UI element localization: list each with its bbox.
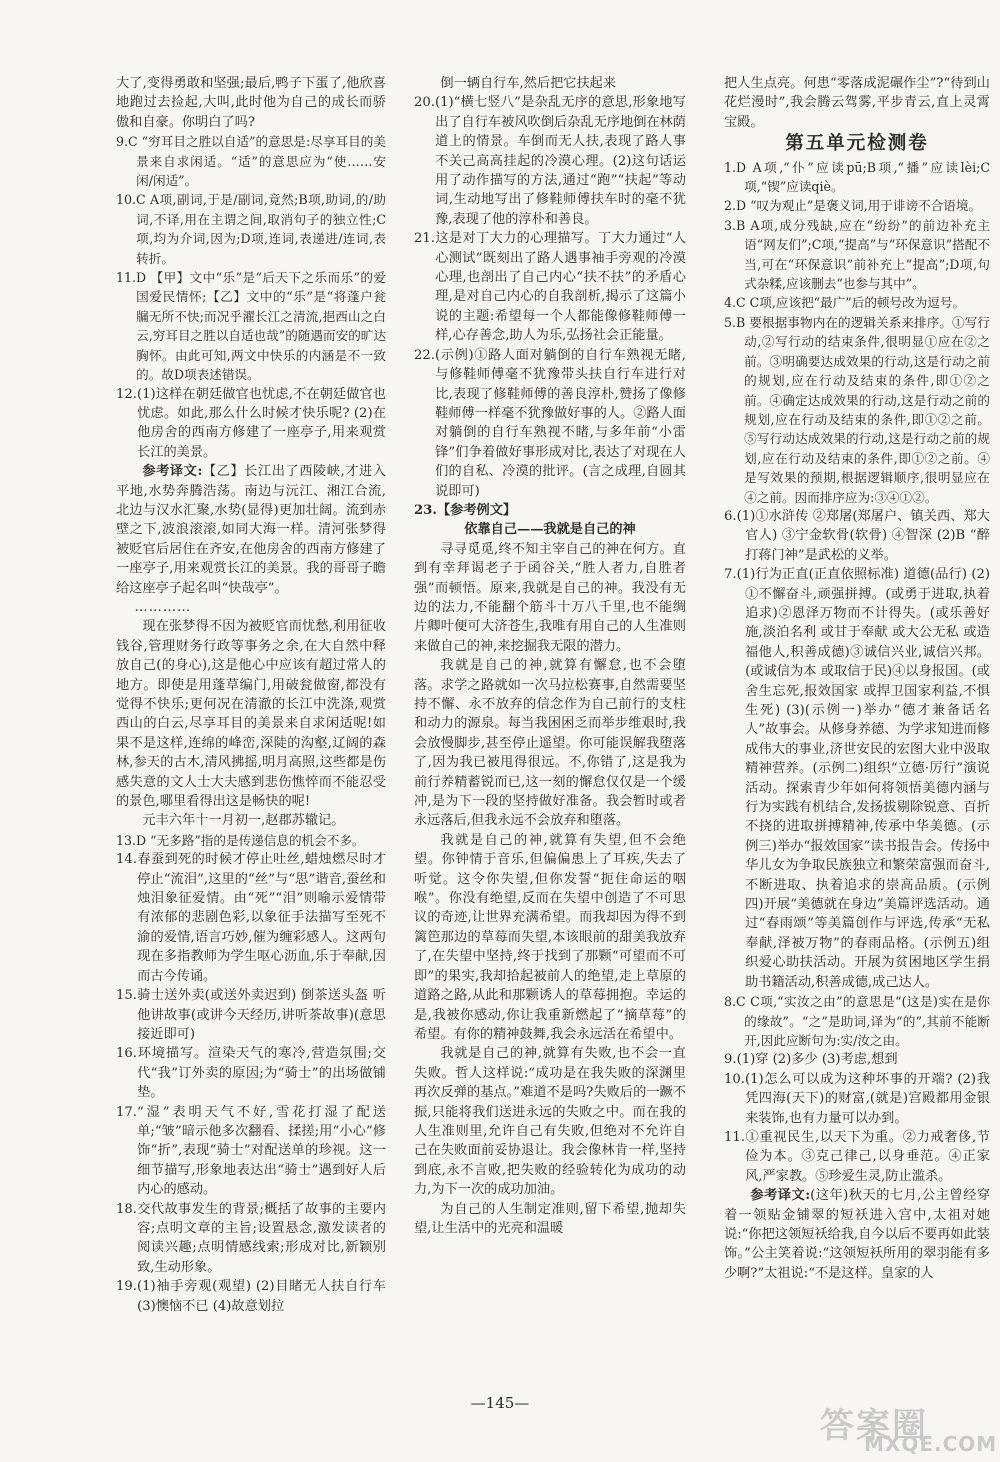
- answer-item-21: 21.这是对丁大力的心理描写。丁大力通过“人心测试”既刻出了路人遇事袖手旁观的冷漠心理,也剖出了自己内心“扶不扶”的矛盾心理,是对自己内心的自我剖析,揭示了这篇小说的主题:希望每一个人都能像修鞋师傅一样,心存善念,助人为乐,弘扬社会正能量。: [414, 231, 686, 344]
- column-middle: [414, 74, 686, 1238]
- answer-item-3: 3.B A项,成分残缺,应在“纷纷”的前边补充主语“网友们”;C项,“提高”与“环保意识”搭配不当,可在“环保意识”前补充上“提高”;D项,句式杂糅,应该删去“也参与其中”。: [724, 217, 990, 292]
- answer-item-19: 19.(1)袖手旁观(观望) (2)目睹无人扶自行车 (3)懊恼不已 (4)故意划拉: [116, 1279, 386, 1314]
- answer-item-11: 11.D 【甲】文中“乐”是“后天下之乐而乐”的爱国爱民情怀;【乙】文中的“乐”是“将蓬户瓮牖无所不快;而况乎濯长江之清流,挹西山之白云,穷耳目之胜以自适也哉”的随遇而安的旷达胸怀。由此可知,两文中快乐的内涵是不一致的。故D项表述错误。: [116, 270, 386, 383]
- reference-label: 参考译文:: [750, 1188, 811, 1204]
- answer-item-11: 11.①重视民生,以天下为重。②力戒奢侈,节俭为本。③克己律己,以身垂范。④正家风,严家教。⑤珍爱生灵,防止滥杀。: [724, 1129, 990, 1184]
- reference-date: 元丰六年十一月初一,赵郡苏辙记。: [142, 813, 345, 829]
- section-title: 第五单元检测卷: [785, 133, 929, 155]
- answer-item-5: 5.B 要根据事物内在的逻辑关系来排序。①写行动,②写行动的结束条件,很明显①应在②之前。③明确要达成效果的行动,这是行动之前的规划,应在行动及结束的条件,即①②之前。④确定达成效果的行动,这是行动之前的规划,应在行动及结束的条件,即①②之前。⑤写行动达成效果的行动,这是行动之前的规划,应在行动及结束的条件,即①②之前。④是写效果的预期,根据逻辑顺序,很明显应在④之前。因而排序应为:③④①②。: [724, 314, 990, 505]
- watermark-url: MXQE.COM: [864, 1432, 998, 1456]
- essay-continued: 把人生点亮。何患“零落成泥碾作尘”?“待到山花烂漫时”,我会腾云驾雾,平步青云,直上灵霄宝殿。: [724, 76, 990, 130]
- answer-item-10: 10.C A项,副词,于是/副词,竟然;B项,助词,的/助词,不译,用在主谓之间,取消句子的独立性;C项,均为介词,因为;D项,连词,表递进/连词,表转折。: [116, 192, 386, 266]
- answer-text: 大了,变得勇敢和坚强;最后,鸭子下蛋了,他欣喜地跑过去捡起,大叫,此时他为自己的成长而骄傲和自豪。你明白了吗?: [116, 76, 386, 130]
- answer-item-15: 15.骑士送外卖(或送外卖迟到) 倒茶送头盔 听他讲故事(或讲今天经历,讲听茶故事)(意思接近即可): [116, 988, 386, 1042]
- essay-paragraph: 寻寻觅觅,终不知主宰自己的神在何方。直到有幸拜谒老子于函谷关,“胜人者力,自胜者强”而顿悟。原来,我就是自己的神。我没有无边的法力,不能翻个筋斗十万八千里,也不能绸片卿叶便可大济苍生,我唯有用自己的人生准则来做自己的神,来挖掘我无限的潜力。: [414, 541, 686, 654]
- answer-item-12: 12.(1)这样在朝廷做官也忧虑,不在朝廷做官也忧虑。如此,那么什么时候才快乐呢? (2)在他房舍的西南方修建了一座亭子,用来观赏长江的美景。: [116, 386, 386, 460]
- answer-item-17: 17.“湿”表明天气不好,雪花打湿了配送单;“皱”暗示他多次翻看、揉搓;用“小心”修饰“折”,表现“骑士”对配送单的珍视。这一细节描写,形象地表达出“骑士”遇到好人后内心的感动。: [116, 1104, 386, 1198]
- answer-item-7: 7.(1)行为正直(正直依照标准) 道德(品行) (2)①不懈奋斗,顽强拼搏。(或勇于进取,执着追求)②恩泽万物而不计得失。(或乐善好施,淡泊名利 或甘于奉献 或大公无私 或造福他人,积善成德)③诚信兴业,诚信兴邦。(或诚信为本 或取信于民)④以身报国。(或舍生忘死,报效国家 或捍卫国家利益,不惧生死) (3)(示例一)举办“德才兼备话名人”故事会。从修身养德、为学求知进而修成伟大的事业,济世安民的宏图大业中汲取精神营养。(示例二)组织“立德·厉行”演说活动。探索青少年如何将领悟美德内涵与行为实践有机结合,发扬拔剔除锐意、百折不挠的进取拼搏精神,传承中华美德。(示例三)举办“报效国家”读书报告会。传扬中华儿女为争取民族独立和繁荣富强而奋斗,不断进取、执着追求的崇高品质。(示例四)开展“美德就在身边”美篇评选活动。通过“春雨颂”等美篇创作与评选,传承“无私奉献,泽被万物”的春雨品格。(示例五)组织爱心助扶活动。开展为贫困地区学生捐助书籍活动,积善成德,成己达人。: [724, 567, 990, 990]
- answer-item-19-continued: 倒一辆自行车,然后把它扶起来: [440, 76, 617, 91]
- reference-text: (这年)秋天的七月,公主曾经穿着一领贴金铺翠的短袄进入宫中,太祖对她说:“你把这领短袄给我,自今以后不要再如此装饰。”公主笑着说:“这领短袄所用的翠羽能有多少啊?”太祖说:“不是这样。皇家的人: [724, 1188, 991, 1281]
- reference-label: 参考译文:: [142, 464, 203, 480]
- answer-item-4: 4.C C项,应该把“最广”后的顿号改为逗号。: [724, 295, 966, 311]
- watermark-text: 答案圈: [820, 1406, 928, 1446]
- reference-text: 【乙】长江出了西陵峡,才进入平地,水势奔腾浩荡。南边与沅江、湘江合流,北边与汉水汇聚,水势(显得)更加壮阔。流到赤壁之下,波浪滚滚,如同大海一样。清河张梦得被贬官后居住在齐安,在他房舍的西南方修建了一座亭子,用来观赏长江的美景。我的哥哥子瞻给这座亭子起名叫“快哉亭”。: [116, 464, 386, 596]
- answer-item-9: 9.C “穷耳目之胜以自适”的意思是:尽享耳目的美景来自求闲适。“适”的意思应为“使……安闲/闲适”。: [116, 134, 386, 189]
- reference-translation: [724, 1186, 990, 1283]
- ellipsis-divider: …………: [134, 599, 192, 615]
- essay-paragraph: 我就是自己的神,就算有失败,也不会一直失败。哲人这样说:“成功是在我失败的深渊里再次反弹的基点。”难道不是吗?失败后的一蹶不振,只能将我们送进永远的失败之中。而在我的人生准则里,允许自己有失败,但绝对不允许自己在失败面前妥协退让。我会像林肯一样,坚持到底,永不言败,把失败的经验转化为成功的动力,为下一次的成功加油。: [414, 1046, 686, 1198]
- answer-item-18: 18.交代故事发生的背景;概括了故事的主要内容;点明文章的主旨;设置悬念,激发读者的阅读兴趣;点明情感线索;形成对比,新颖别致,生动形象。: [116, 1201, 386, 1275]
- essay-paragraph: 我就是自己的神,就算有失望,但不会绝望。你钟情于音乐,但偏偏患上了耳疾,失去了听觉。这令你失望,但你发誓“扼住命运的咽喉”。你没有绝望,反而在失望中创造了不可思议的奇迹,让世界充满希望。而我却因为得不到篱笆那边的草莓而失望,本该眼前的甜美我放弃了,在失望中坚持,终于找到了那颗“可望而不可即”的果实,我却拾起被前人的绝望,走上草原的道路之路,从此和那颗诱人的草莓拥抱。幸运的是,我被你感动,你让我重新燃起了“摘草莓”的希望。有你的精神鼓舞,我会永远活在希望中。: [414, 832, 686, 1042]
- essay-paragraph: 我就是自己的神,就算有懈怠,也不会堕落。求学之路就如一次马拉松赛事,自然需要坚持不懈、永不放弃的信念作为自己前行的支柱和动力的源泉。每当我困困乏而举步维艰时,我会放慢脚步,甚至停止遥望。你可能误解我堕落了,因为我已被甩得很远。不,你错了,这是我为前行养精蓄锐而已,这一刻的懈怠仅仅是一个缓冲,是为下一段的坚持做好准备。我会暂时或者永远落后,但我永远不会放弃和堕落。: [414, 658, 686, 829]
- answer-item-16: 16.环境描写。渲染天气的寒冷,营造氛围;交代“我”订外卖的原因;为“骑士”的出场做铺垫。: [116, 1046, 386, 1101]
- answer-item-10: 10.(1)怎么可以成为这种坏事的开端? (2)我凭四海(天下)的财富,(就是)宫殿都用金银来装饰,也有力量可以办到。: [724, 1071, 990, 1126]
- answer-item-6: 6.(1)①水浒传 ②郑屠(郑屠户、镇关西、郑大官人) ③宁金软骨(软骨) ④智深 (2)B “醉打蒋门神”是武松的义举。: [724, 508, 990, 563]
- answer-item-23-label: 23.【参考例文】: [414, 502, 517, 518]
- reference-translation: [116, 462, 386, 598]
- answer-item-2: 2.D “叹为观止”是褒义词,用于诽谤不合语境。: [724, 198, 982, 214]
- answer-item-20: 20.(1)“横七竖八”是杂乱无序的意思,形象地写出了自行车被风吹倒后杂乱无序地倒在林荫道上的情景。车倒而无人扶,表现了路人事不关己高高挂起的冷漠心理。(2)这句话运用了动作描写的方法,通过“跑”“扶起”等动词,生动地写出了修鞋师傅扶车时的毫不犹豫,表现了他的淳朴和善良。: [414, 95, 686, 227]
- essay-paragraph: 为自己的人生制定准则,留下希望,抛却失望,让生活中的光亮和温暖: [414, 1201, 686, 1236]
- page-number: —145—: [470, 1394, 530, 1412]
- answer-item-14: 14.春蚕到死的时候才停止吐丝,蜡烛燃尽时才停止“流泪”,这里的“丝”与“思”谐音,蚕丝和烛泪象征爱情。由“死”“泪”则喻示爱情带有浓郁的悲剧色彩,以象征手法描写至死不渝的爱情,语言巧妙,催为缠彩感人。这两句现在多指教师为学生呕心沥血,乐于奉献,因而古今传诵。: [116, 852, 386, 984]
- answer-item-9: 9.(1)穿 (2)多少 (3)考虑,想到: [724, 1052, 898, 1068]
- essay-title: 依靠自己——我就是自己的神: [464, 522, 636, 538]
- watermark-logo: [820, 1398, 998, 1458]
- column-left: [116, 74, 386, 1316]
- answer-item-1: 1.D A项,“仆”应读pū;B项,“播”应读lèi;C项,“锲”应读qiè。: [724, 159, 990, 195]
- reference-text-continued: 现在张梦得不因为被贬官而忧愁,利用征收钱谷,管理财务行政等事务之余,在大自然中释放自己(的身心),这是他心中应该有超过常人的地方。即使是用蓬草编门,用破瓮做窗,都没有觉得不快乐;更何况在清澈的长江中洗涤,观赏西山的白云,尽享耳目的美景来自求闲适呢!如果不是这样,连绵的峰峦,深陡的沟壑,辽阔的森林,参天的古木,清风拂摇,明月高照,这些都是伤感失意的文人士大夫感到悲伤憔悴而不能忍受的景色,哪里看得出这是畅快的呢!: [116, 619, 386, 810]
- column-right: [724, 74, 990, 1283]
- answer-item-13: 13.D “无多路”指的是传递信息的机会不多。: [116, 832, 365, 848]
- answer-item-22: 22.(示例)①路人面对躺倒的自行车熟视无睹,与修鞋师傅毫不犹豫带头扶自行车进行对比,表现了修鞋师傅的善良淳朴,赞扬了像修鞋师傅一样毫不犹豫做好事的人。②路人面对躺倒的自行车熟视不睹,与多年前“小雷锋”们争着做好事形成对比,表达了对现在人们的自私、冷漠的批评。(言之成理,自圆其说即可): [414, 347, 686, 499]
- answer-item-8: 8.C C项,“实汝之由”的意思是“(这是)实在是你的缘故”。“之”是助词,译为“的”,其前不能断开,因此应断句为:实/汝之由。: [724, 994, 990, 1048]
